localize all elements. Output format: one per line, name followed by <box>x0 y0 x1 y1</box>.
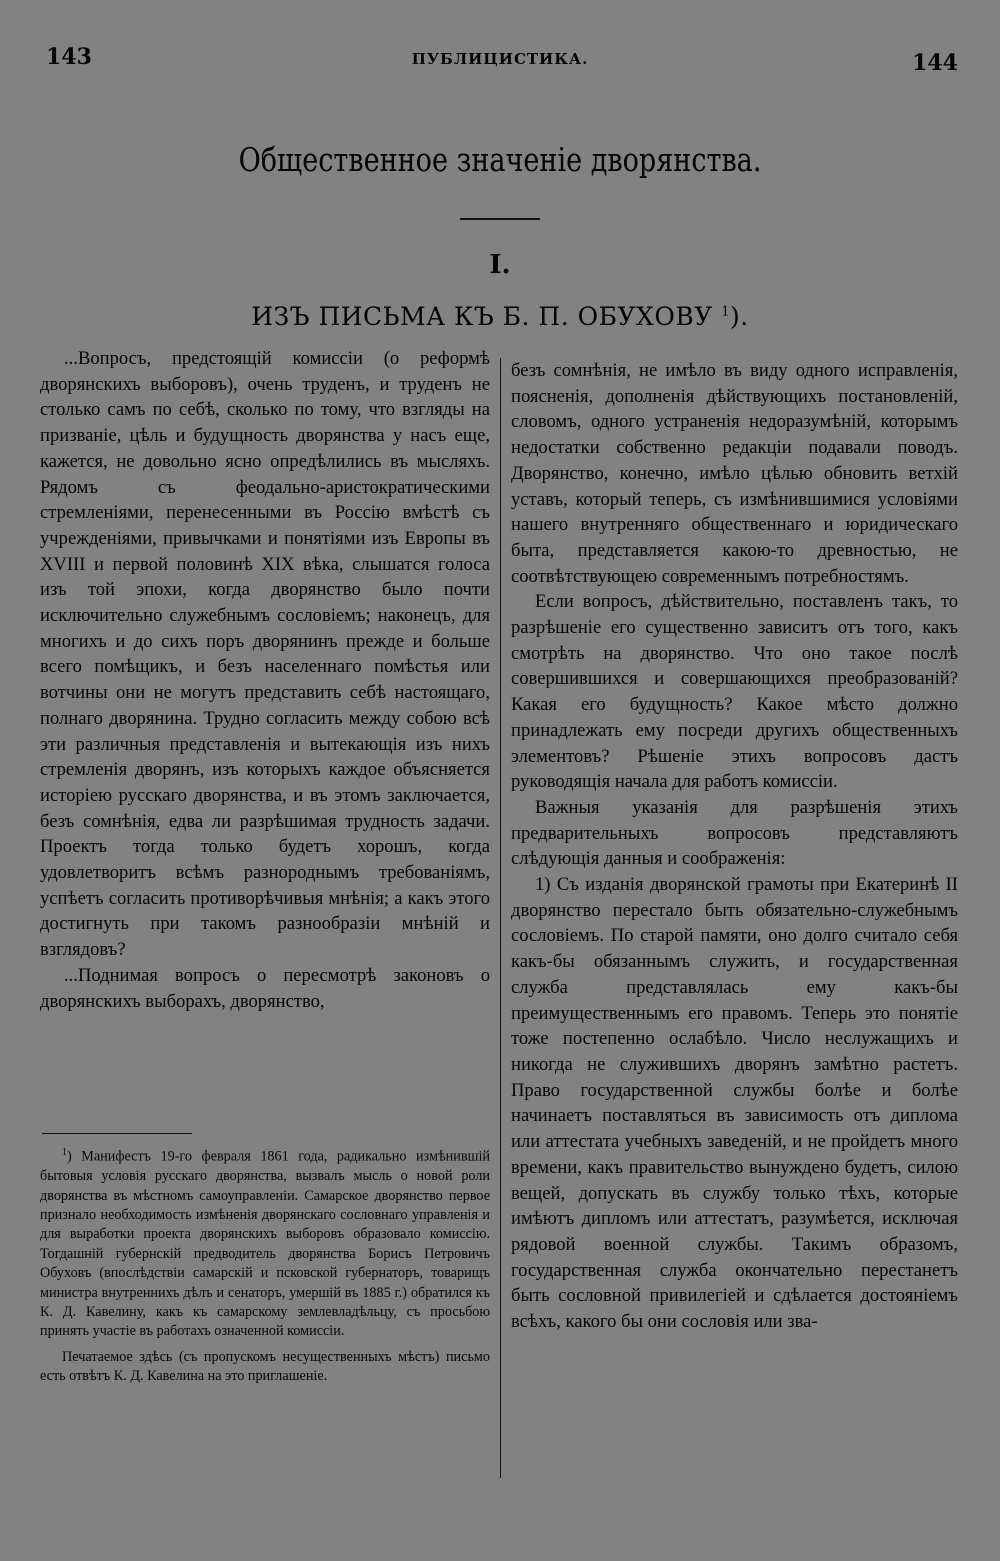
left-column <box>40 346 490 1014</box>
page-number-right: 144 <box>912 50 958 76</box>
right-column <box>511 358 958 1335</box>
paragraph: Если вопросъ, дѣйствительно, поставленъ такъ, то разрѣшеніе его существенно зависитъ отъ того, какъ смотрѣть на дворянство. Что оно такое послѣ совершившихся и совершающихся преобразованій? Какая его будущность? Какое мѣсто должно принадлежать ему посреди другихъ общественныхъ элементовъ? Рѣшеніе этихъ вопросовъ дастъ руководящія начала для работъ комиссіи. <box>511 591 958 793</box>
running-title: ПУБЛИЦИСТИКА. <box>411 50 589 68</box>
footnote-2: Печатаемое здѣсь (съ пропускомъ несущественныхъ мѣстъ) письмо есть отвѣтъ К. Д. Кавелина на это приглашеніе. <box>40 1348 490 1385</box>
title-divider <box>460 218 540 220</box>
paragraph: ...Вопросъ, предстоящій комиссіи (о реформѣ дворянскихъ выборовъ), очень труденъ, и труденъ не столько самъ по себѣ, сколько по тому, что взгляды на призваніе, цѣль и будущность дворянства у насъ еще, кажется, не довольно ясно опредѣлились въ мысляхъ. Рядомъ съ феодально-аристократическими стремленіями, перенесенными въ Россію вмѣстѣ съ учрежденіями, привычками и понятіями изъ Европы въ XVIII и первой половинѣ XIX вѣка, слышатся голоса изъ той эпохи, когда дворянство было почти исключительно служебнымъ сословіемъ; наконецъ, для многихъ и до сихъ поръ дворянинъ прежде и больше всего помѣщикъ, и безъ населеннаго помѣстья или вотчины они не могутъ представить себѣ настоящаго, полнаго дворянина. Трудно согласить между собою всѣ эти различныя представленія и вытекающія изъ нихъ стремленія дворянъ, изъ которыхъ каждое объясняется исторіею русскаго дворянства, и въ этомъ заключается, безъ сомнѣнія, едва ли разрѣшимая трудность задачи. Проектъ тогда только будетъ хорошъ, когда удовлетворитъ всѣмъ разнороднымъ требованіямъ, успѣетъ согласить противорѣчивыя мнѣнія; а какъ этого достигнуть при такомъ разнообразіи мнѣній и взглядовъ? <box>40 348 490 961</box>
section-subtitle <box>0 302 1000 331</box>
paragraph: Важныя указанія для разрѣшенія этихъ предварительныхъ вопросовъ представляютъ слѣдующія данныя и соображенія: <box>511 796 958 870</box>
paragraph: 1) Съ изданія дворянской грамоты при Екатеринѣ II дворянство перестало быть обязательно-служебнымъ сословіемъ. По старой памяти, оно долго считало себя какъ-бы обязаннымъ служить, и государственная служба представлялась ему какъ-бы преимущественнымъ его правомъ. Теперь это понятіе тоже постепенно ослабѣло. Число неслужащихъ и никогда не служившихъ дворянъ замѣтно растетъ. Право государственной службы болѣе и болѣе начинаетъ поставляться въ зависимость отъ диплома или аттестата учебныхъ заведеній, и не пройдетъ много времени, какъ правительство вынуждено будетъ, силою вещей, допускать въ службу только тѣхъ, которые имѣютъ дипломъ или аттестатъ, разумѣется, исключая рядовой военной службы. Такимъ образомъ, государственная служба окончательно перестанетъ быть сословной привилегіей и сдѣлается достояніемъ всѣхъ, какого бы они сословія или зва- <box>511 874 958 1333</box>
paragraph: ...Поднимая вопросъ о пересмотрѣ законовъ о дворянскихъ выборахъ, дворянство, <box>40 964 490 1012</box>
footnotes <box>40 1143 490 1393</box>
page-number-left: 143 <box>46 44 92 70</box>
paragraph: безъ сомнѣнія, не имѣло въ виду одного исправленія, поясненія, дополненія дѣйствующихъ постановленій, словомъ, одного устраненія недоразумѣній, которымъ недостатки собственно редакціи подавали поводъ. Дворянство, конечно, имѣло цѣлью обновить ветхій уставъ, который теперь, съ измѣнившимися условіями нашего внутренняго общественнаго и юридическаго быта, представляется какою-то древностью, не соотвѣтствующею современнымъ потребностямъ. <box>511 360 958 587</box>
footnote-reference[interactable]: 1 <box>721 304 731 320</box>
column-divider <box>500 358 501 1478</box>
footnote-1 <box>40 1143 490 1342</box>
footnote-text: ) Манифестъ 19-го февраля 1861 года, радикально измѣнившій бытовыя условія русскаго дворянства, вызвалъ мысль о новой роли дворянства въ мѣстномъ самоуправленіи. Самарское дворянство первое признало необходимость измѣненія дворянскаго сословнаго управленія и для выработки проекта дворянскихъ выборовъ образовало комиссію. Тогдашній губернскій предводитель дворянства Борисъ Петровичъ Обуховъ (впослѣдствіи самарскій и псковской губернаторъ, товарищъ министра внутреннихъ дѣлъ и сенаторъ, умершій въ 1885 г.) обратился къ К. Д. Кавелину, какъ къ самарскому землевладѣльцу, съ просьбою принять участіе въ работахъ означенной комиссіи. <box>40 1148 490 1340</box>
subtitle-closing: ). <box>730 302 749 331</box>
footnote-marker: 1 <box>62 1147 67 1158</box>
footnote-rule <box>42 1133 192 1134</box>
section-number: I. <box>489 250 511 280</box>
article-title: Общественное значеніе дворянства. <box>238 140 762 179</box>
subtitle-text: ИЗЪ ПИСЬМА КЪ Б. П. ОБУХОВУ <box>251 302 713 331</box>
